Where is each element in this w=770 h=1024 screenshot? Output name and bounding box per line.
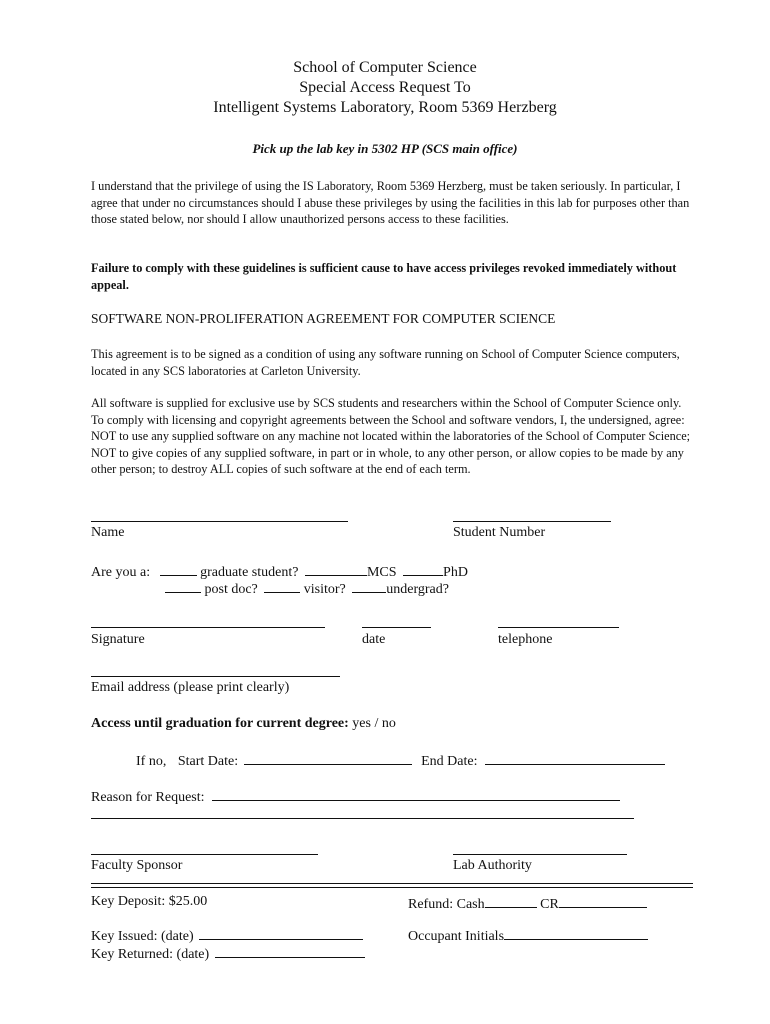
student-number-label: Student Number	[453, 525, 546, 540]
undergrad-blank[interactable]	[352, 579, 386, 593]
start-date-label: Start Date:	[177, 754, 239, 769]
start-date-field[interactable]	[244, 751, 412, 765]
if-no-label: If no,	[136, 754, 167, 769]
visitor-blank[interactable]	[264, 579, 300, 593]
key-pickup-instruction: Pick up the lab key in 5302 HP (SCS main office)	[252, 141, 518, 156]
telephone-field[interactable]	[498, 627, 619, 628]
faculty-sponsor-label: Faculty Sponsor	[91, 858, 183, 873]
lab-title: Intelligent Systems Laboratory, Room 5369 Herzberg	[213, 99, 557, 116]
reason-row	[91, 787, 620, 806]
name-label: Name	[91, 525, 125, 540]
date-field[interactable]	[362, 627, 431, 628]
signature-field[interactable]	[91, 627, 325, 628]
occupant-initials-label: Occupant Initials	[408, 929, 505, 944]
agreement-heading: SOFTWARE NON-PROLIFERATION AGREEMENT FOR COMPUTER SCIENCE	[91, 311, 556, 326]
telephone-label: telephone	[498, 632, 553, 647]
refund-cash-field[interactable]	[485, 894, 537, 908]
name-field[interactable]	[91, 521, 348, 522]
section-divider-thick	[91, 883, 693, 884]
mcs-label: MCS	[366, 565, 397, 580]
key-deposit-label: Key Deposit: $25.00	[91, 894, 208, 909]
graduate-student-blank[interactable]	[160, 562, 197, 576]
occupant-initials-row	[408, 926, 648, 945]
refund-row	[408, 894, 647, 913]
intro-paragraph: I understand that the privilege of using the IS Laboratory, Room 5369 Herzberg, must be taken seriously. In particular, I agree that under no circumstances should I abuse these privileges by using the facilities in this lab for purposes other than those stated below, nor should I allow unauthorized persons access to these facilities.	[91, 179, 690, 226]
email-label: Email address (please print clearly)	[91, 680, 290, 695]
agreement-paragraph-1: This agreement is to be signed as a condition of using any software running on School of Computer Science computers, located in any SCS laboratories at Carleton University.	[91, 347, 680, 378]
visitor-label: visitor?	[303, 582, 346, 597]
signature-label: Signature	[91, 632, 145, 647]
phd-label: PhD	[443, 565, 468, 580]
refund-cash-label: Refund: Cash	[408, 897, 485, 912]
mcs-blank[interactable]	[305, 562, 367, 576]
post-doc-blank[interactable]	[165, 579, 201, 593]
lab-authority-label: Lab Authority	[453, 858, 532, 873]
key-returned-row	[91, 944, 365, 963]
status-question-line-2	[165, 579, 449, 598]
undergrad-label: undergrad?	[386, 582, 449, 597]
are-you-label: Are you a:	[91, 565, 151, 580]
refund-cr-label: CR	[540, 897, 559, 912]
reason-field[interactable]	[212, 787, 620, 801]
school-title: School of Computer Science	[293, 59, 477, 76]
key-issued-label: Key Issued: (date)	[91, 929, 194, 944]
key-returned-field[interactable]	[215, 944, 365, 958]
key-returned-label: Key Returned: (date)	[91, 947, 210, 962]
key-issued-field[interactable]	[199, 926, 363, 940]
form-title: Special Access Request To	[299, 79, 471, 96]
occupant-initials-field[interactable]	[504, 926, 648, 940]
reason-label: Reason for Request:	[91, 790, 205, 805]
date-label: date	[362, 632, 386, 647]
access-question	[91, 716, 396, 732]
section-divider-thin	[91, 887, 693, 888]
student-number-field[interactable]	[453, 521, 611, 522]
reason-field-line-2[interactable]	[91, 818, 634, 819]
access-options[interactable]: yes / no	[352, 716, 396, 731]
email-field[interactable]	[91, 676, 340, 677]
lab-authority-field[interactable]	[453, 854, 627, 855]
phd-blank[interactable]	[403, 562, 443, 576]
end-date-label: End Date:	[421, 754, 478, 769]
post-doc-label: post doc?	[204, 582, 258, 597]
refund-cr-field[interactable]	[559, 894, 647, 908]
access-label: Access until graduation for current degree:	[91, 716, 349, 731]
graduate-student-label: graduate student?	[200, 565, 299, 580]
agreement-paragraph-2: All software is supplied for exclusive use by SCS students and researchers within the School of Computer Science only. To comply with licensing and copyright agreements between the School and software vendors, I, the undersigned, agree: NOT to use any supplied software on any machine not located within the laboratories of the School of Computer Science; NOT to give copies of any supplied software, in part or in whole, to any other person, or allow copies to be made by any other person; to destroy ALL copies of such software at the end of each term.	[91, 396, 691, 476]
end-date-field[interactable]	[485, 751, 665, 765]
faculty-sponsor-field[interactable]	[91, 854, 318, 855]
key-issued-row	[91, 926, 363, 945]
warning-paragraph: Failure to comply with these guidelines is sufficient cause to have access privileges revoked immediately without appeal.	[91, 261, 677, 292]
date-range-row	[136, 751, 665, 770]
